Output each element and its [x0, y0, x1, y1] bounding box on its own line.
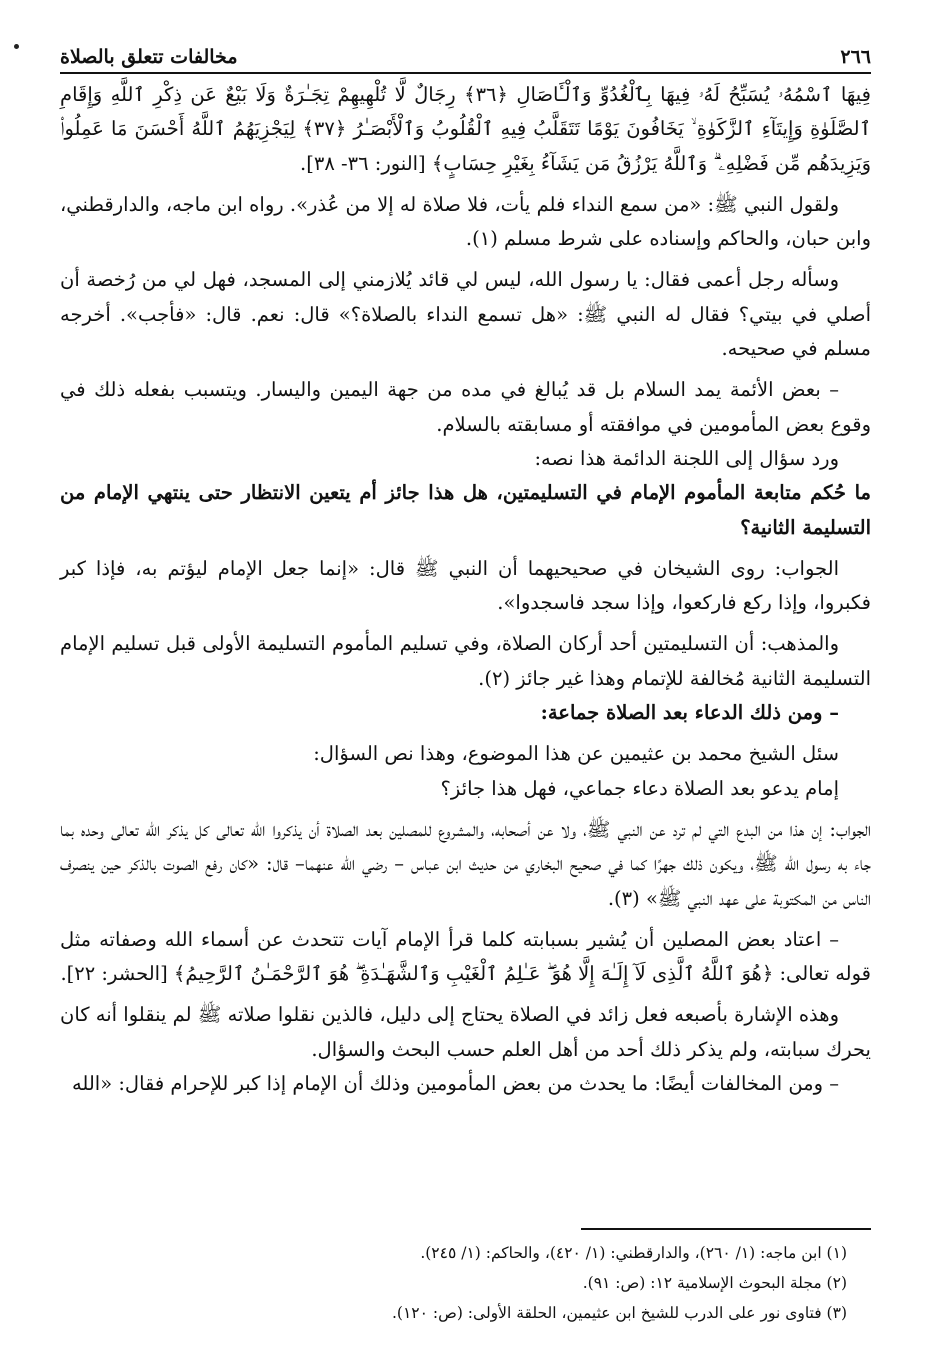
hadith-paragraph: ولقول النبي ﷺ: «من سمع النداء فلم يأت، فلا صلاة له إلا من عُذر». رواه ابن ماجه، والدارقطني، وابن حبان، والحاكم وإسناده على شرط مسلم (١). — [60, 192, 871, 251]
dua-answer: الجواب: إن هذا من البدع التي لم ترد عن النبي ﷺ، ولا عن أصحابه، والمشروع للمصلين بعد الصلاة أن يذكروا الله تعالى كل يذكر الله تعالى وحده بما جاء به رسول الله ﷺ، ويكون ذلك جهرًا كما في صحيح البخاري من حديث ابن عباس – رضي الله عنهما– قال: «كان رفع الصوت بالذكر حين ينصرف الناس من المكتوبة على عهد النبي ﷺ» (٣). — [60, 817, 871, 910]
footnotes — [60, 1238, 847, 1328]
running-header — [60, 38, 871, 68]
answer-paragraph: الجواب: روى الشيخان في صحيحيهما أن النبي ﷺ قال: «إنما جعل الإمام ليؤتم به، فإذا كبر فكبروا، وإذا ركع فاركعوا، وإذا سجد فاسجدوا». — [60, 556, 871, 615]
madhhab-paragraph: والمذهب: أن التسليمتين أحد أركان الصلاة، وفي تسليم المأموم التسليمة الأولى قبل تسليم الإمام التسليمة الثانية مُخالفة للإتمام وهذا غير جائز (٢). — [60, 632, 871, 690]
footnote-separator — [581, 1228, 871, 1230]
issue-salam-paragraph: – بعض الأئمة يمد السلام بل قد يُبالغ في مده من جهة اليمين واليسار. ويتسبب بفعله ذلك في وقوع بعض المأمومين في موافقته أو مسابقته بالسلام. — [60, 378, 871, 436]
quran-verse-paragraph: فِيهَا ٱسْمُهُۥ يُسَبِّحُ لَهُۥ فِيهَا بِٱلْغُدُوِّ وَٱلْـَٔاصَالِ ﴿٣٦﴾ رِجَالٌ لَّا تُلْهِيهِمْ تِجَـٰرَةٌ وَلَا بَيْعٌ عَن ذِكْرِ ٱللَّهِ وَإِقَامِ ٱلصَّلَوٰةِ وَإِيتَآءِ ٱلزَّكَوٰةِ ۙ يَخَافُونَ يَوْمًا تَتَقَلَّبُ فِيهِ ٱلْقُلُوبُ وَٱلْأَبْصَـٰرُ ﴿٣٧﴾ لِيَجْزِيَهُمُ ٱللَّهُ أَحْسَنَ مَا عَمِلُوا۟ وَيَزِيدَهُم مِّن فَضْلِهِۦ ۗ وَٱللَّهُ يَرْزُقُ مَن يَشَآءُ بِغَيْرِ حِسَابٍ﴾ [النور: ٣٦- ٣٨]. — [60, 83, 871, 175]
other-violations-paragraph: – ومن المخالفات أيضًا: ما يحدث من بعض المأمومين وذلك أن الإمام إذا كبر للإحرام فقال: «الله — [71, 1072, 839, 1096]
section-heading-dua: – ومن ذلك الدعاء بعد الصلاة جماعة: — [540, 701, 839, 725]
pointing-finger-paragraph: – اعتاد بعض المصلين أن يُشير بسبابته كلما قرأ الإمام آيات تتحدث عن أسماء الله وصفاته مثل قوله تعالى: ﴿هُوَ ٱللَّهُ ٱلَّذِى لَآ إِلَـٰهَ إِلَّا هُوَ ۖ عَـٰلِمُ ٱلْغَيْبِ وَٱلشَّهَـٰدَةِ ۖ هُوَ ٱلرَّحْمَـٰنُ ٱلرَّحِيمُ﴾ [الحشر: ٢٢]. — [60, 927, 871, 986]
blind-man-paragraph: وسأله رجل أعمى فقال: يا رسول الله، ليس لي قائد يُلازمني إلى المسجد، فهل لي من رُخصة أن أصلي في بيتي؟ فقال له النبي ﷺ: «هل تسمع النداء بالصلاة؟» قال: نعم. قال: «فأجب». أخرجه مسلم في صحيحه. — [60, 268, 871, 361]
question-text: ما حُكم متابعة المأموم الإمام في التسليمتين، هل هذا جائز أم يتعين الانتظار حتى ينتهي الإمام من التسليمة الثانية؟ — [60, 481, 871, 539]
chapter-title: مخالفات تتعلق بالصلاة — [60, 46, 238, 68]
footnote-1: (١) ابن ماجه: (١/ ٢٦٠)، والدارقطني: (١/ ٤٢٠)، والحاكم: (١/ ٢٤٥). — [420, 1244, 847, 1262]
header-rule — [60, 72, 871, 74]
page-number: ٢٦٦ — [840, 46, 871, 68]
pointing-ruling-paragraph: وهذه الإشارة بأصبعه فعل زائد في الصلاة يحتاج إلى دليل، فالذين نقلوا صلاته ﷺ لم ينقلوا أنه كان يحرك سبابته، ولم يذكر ذلك أحد من أهل العلم حسب البحث والسؤال. — [60, 1003, 871, 1061]
footnote-2: (٢) مجلة البحوث الإسلامية ١٢: (ص: ٩١). — [582, 1274, 847, 1292]
dua-question: إمام يدعو بعد الصلاة دعاء جماعي، فهل هذا جائز؟ — [440, 776, 839, 800]
question-intro: ورد سؤال إلى اللجنة الدائمة هذا نصه: — [534, 446, 839, 470]
footnote-3: (٣) فتاوى نور على الدرب للشيخ ابن عثيمين، الحلقة الأولى: (ص: ١٢٠). — [391, 1304, 847, 1322]
main-text — [60, 78, 871, 1101]
ibn-uthaymeen-intro: سئل الشيخ محمد بن عثيمين عن هذا الموضوع، وهذا نص السؤال: — [313, 742, 839, 766]
margin-dot — [14, 44, 19, 49]
